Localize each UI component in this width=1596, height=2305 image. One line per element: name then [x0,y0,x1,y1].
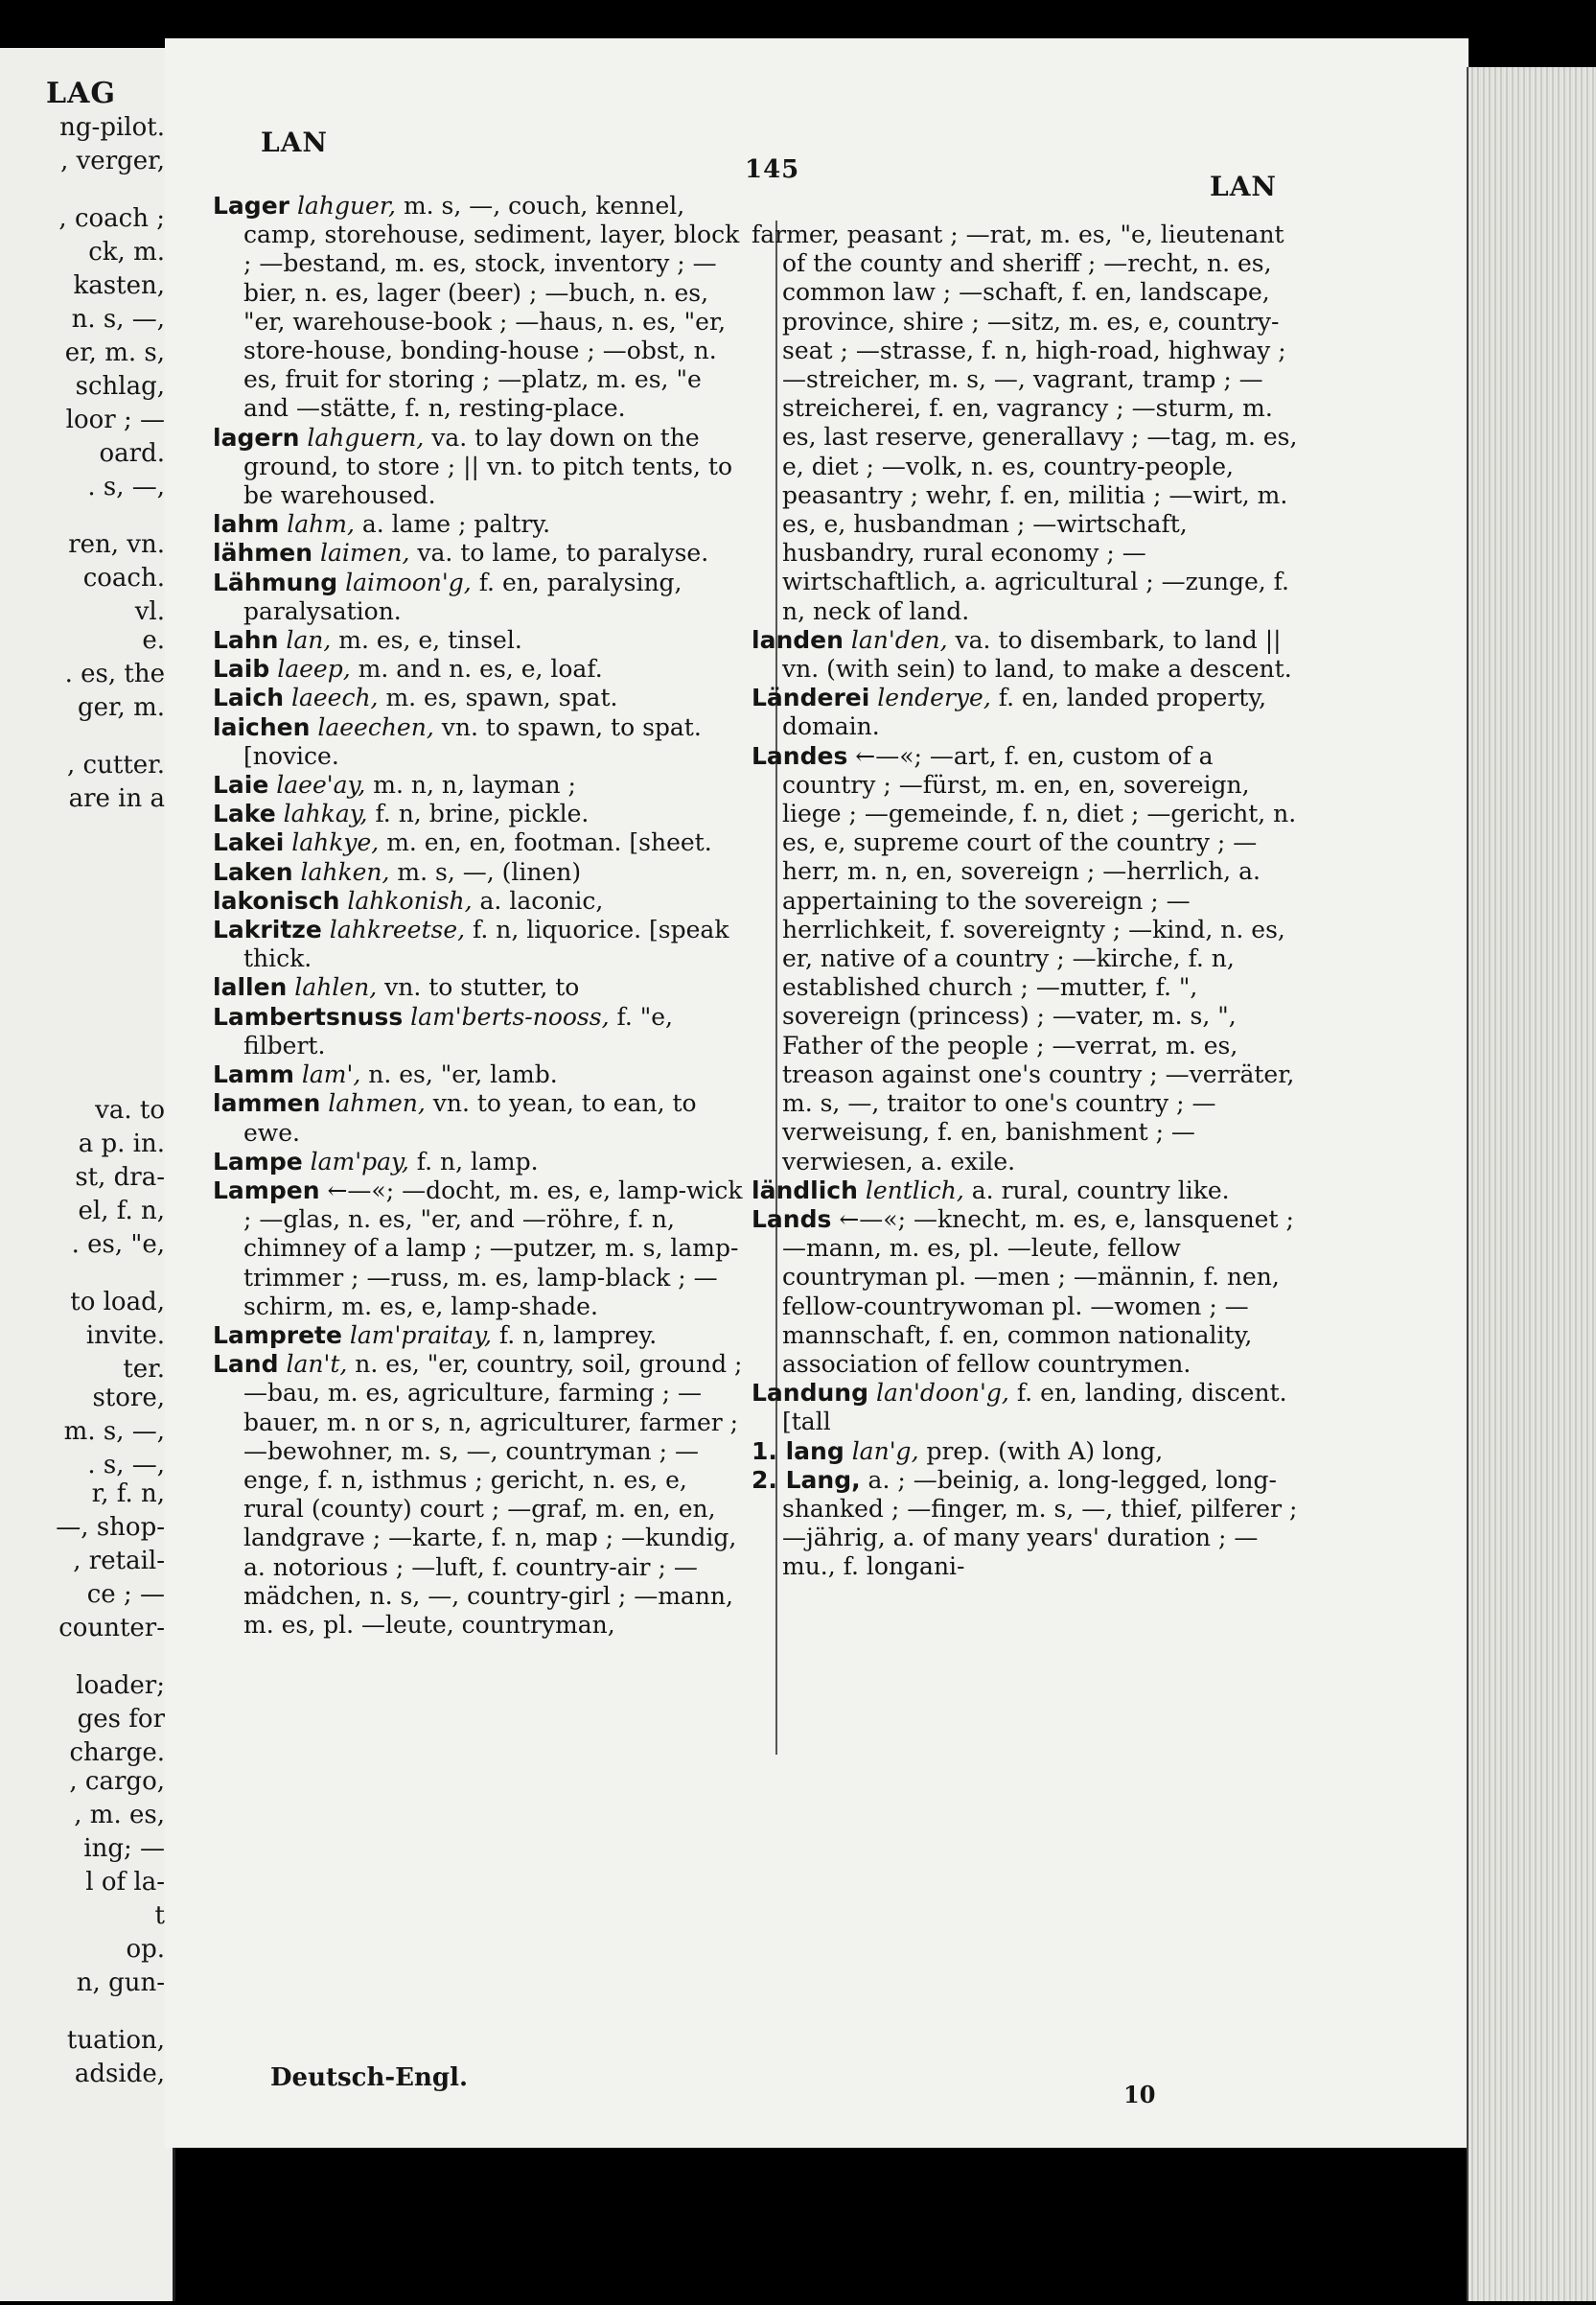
entry-pronunciation: lahmen, [328,1089,426,1118]
entry-definition: f. "e, filbert. [243,1002,673,1059]
entry-definition: f. n, liquorice. [speak thick. [243,916,729,973]
entry-definition: f. en, paralysing, paralysation. [243,568,682,625]
entry-definition: a. ; —beinig, a. long-legged, long-shanked ; —finger, m. s, —, thief, pilferer ; —jährig, a. of many years' duration ; —mu., f. longani- [782,1465,1298,1581]
entry-definition: f. n, lamp. [416,1147,539,1176]
dictionary-entry [213,771,750,800]
dictionary-entry [752,1379,1298,1436]
entry-headword: lähmen [213,539,313,568]
facing-page-fragment [0,48,175,2301]
facing-page-line: el, f. n, [78,1197,165,1225]
entry-headword: lahm [213,510,280,539]
facing-page-line: a p. in. [78,1129,165,1158]
facing-page-running-head: LAG [46,77,116,110]
dictionary-entry [213,569,750,626]
entry-definition: n. es, "er, lamb. [368,1060,558,1089]
entry-headword: Lamm [213,1060,294,1089]
entry-definition: ←—«; —art, f. en, custom of a country ; —fürst, m. en, en, sovereign, liege ; —gemeinde, f. n, diet ; —gericht, n. es, e, supreme court of the country ; —herr, m. n, en, sovereign ; —herrlich, a. appertaining to the sovereign ; —herrlichkeit, f. sovereignty ; —kind, n. es, er, native of a country ; —kirche, f. n, established church ; —mutter, f. ", sovereign (princess) ; —vater, m. s, ", Father of the people ; —verrat, m. es, treason against one's country ; —verräter, m. s, —, traitor to one's country ; —verweisung, f. en, banishment ; —verwiesen, a. exile. [782,741,1297,1176]
dictionary-entry [213,655,750,684]
entry-pronunciation: laee'ay, [276,771,366,800]
entry-headword: Lakei [213,828,285,857]
entry-definition: n. es, "er, country, soil, ground ; —bau, m. es, agriculture, farming ; —bauer, m. n or s, n, agriculturer, farmer ; —bewohner, m. s, —, countryman ; —enge, f. n, isthmus ; gericht, n. es, e, rural (county) court ; —graf, m. en, en, landgrave ; —karte, f. n, map ; —kundig, a. notorious ; —luft, f. country-air ; —mädchen, n. s, —, country-girl ; —mann, m. es, pl. —leute, countryman, [243,1350,743,1639]
facing-page-line: store, [92,1384,165,1412]
facing-page-line: er, m. s, [64,338,165,367]
entry-definition: m. es, e, tinsel. [338,626,522,655]
entry-definition: ←—«; —knecht, m. es, e, lansquenet ; —mann, m. es, pl. —leute, fellow countryman pl. —men ; —männin, f. nen, fellow-countrywoman pl. —women ; —mannschaft, f. en, common nationality, association of fellow countrymen. [782,1204,1294,1378]
facing-page-line: to load, [70,1288,165,1316]
entry-pronunciation: lentlich, [865,1176,964,1204]
entry-definition: f. en, landed property, domain. [782,684,1267,741]
entry-pronunciation: lam'praitay, [349,1320,492,1349]
entry-headword: Lager [213,192,289,220]
right-column [752,221,1298,1582]
facing-page-line: r, f. n, [91,1479,165,1508]
entry-pronunciation: lahguer, [296,192,396,220]
entry-pronunciation: lam'berts-nooss, [410,1002,610,1031]
facing-page-line: kasten, [73,271,165,300]
footer-signature-text: Deutsch-Engl. [270,2063,468,2092]
facing-page-line: , cutter. [67,751,165,780]
facing-page-line: n. s, —, [71,305,165,334]
entry-definition: f. n, lamprey. [498,1320,658,1349]
dictionary-entry [213,828,750,857]
dictionary-entry [213,973,750,1002]
facing-page-line: , m. es, [74,1801,165,1829]
dictionary-entry [213,1350,750,1640]
facing-page-line: . s, —, [87,1451,165,1479]
facing-page-line: schlag, [75,372,165,401]
entry-headword: Länderei [752,684,870,712]
dictionary-entry [213,800,750,828]
facing-page-line: adside, [74,2060,165,2088]
entry-pronunciation: laeech, [290,684,379,712]
entry-definition: m. s, —, couch, kennel, camp, storehouse, sediment, layer, block ; —bestand, m. es, stock, inventory ; —bier, n. es, lager (beer) ; —buch, n. es, "er, warehouse-book ; —haus, n. es, "er, store-house, bonding-house ; —obst, n. es, fruit for storing ; —platz, m. es, "e and —stätte, f. n, resting-place. [243,192,740,423]
entry-definition: m. n, n, layman ; [373,771,576,800]
entry-headword: Lands [752,1204,832,1233]
facing-page-line: ges for [77,1705,165,1734]
facing-page-line: , coach ; [58,204,165,233]
dictionary-entry [213,510,750,539]
entry-definition: farmer, peasant ; —rat, m. es, "e, lieutenant of the county and sheriff ; —recht, n. es, common law ; —schaft, f. en, landscape, province, shire ; —sitz, m. es, e, country-seat ; —strasse, f. n, high-road, highway ; —streicher, m. s, —, vagrant, tramp ; —streicherei, f. en, vagrancy ; —sturm, m. es, last reserve, generallavy ; —tag, m. es, e, diet ; —volk, n. es, country-people, peasantry ; wehr, f. en, militia ; —wirt, m. es, e, husbandman ; —wirtschaft, husbandry, rural economy ; —wirtschaftlich, a. agricultural ; —zunge, f. n, neck of land. [752,221,1298,625]
dictionary-entry [213,887,750,916]
facing-page-line: ng-pilot. [59,113,165,142]
entry-pronunciation: lan'den, [850,625,948,654]
facing-page-line: oard. [99,439,165,468]
entry-headword: lakonisch [213,886,340,915]
facing-page-line: t [154,1901,165,1930]
facing-page-line: ing; — [83,1834,165,1863]
entry-headword: Land [213,1350,279,1379]
dictionary-entry [752,1437,1298,1466]
entry-headword: lagern [213,423,300,452]
facing-page-line: ter. [123,1355,165,1384]
facing-page-line: l of la- [85,1868,165,1897]
entry-pronunciation: lam', [301,1060,361,1089]
dictionary-entry [213,1060,750,1089]
dictionary-entry [752,684,1298,741]
entry-headword: 1. lang [752,1436,844,1465]
facing-page-line: , verger, [60,147,165,175]
dictionary-entry [213,539,750,568]
facing-page-line: —, shop- [56,1513,165,1542]
entry-pronunciation: lahkye, [291,828,380,857]
facing-page-line: n, gun- [76,1968,165,1997]
facing-page-line: invite. [85,1321,165,1350]
facing-page-line: are in a [68,784,165,813]
facing-page-line: coach. [82,564,165,593]
entry-pronunciation: lan't, [286,1350,348,1379]
facing-page-line: . es, "e, [71,1230,165,1259]
entry-headword: Landung [752,1379,868,1408]
facing-page-line: tuation, [66,2026,165,2055]
facing-page-line: counter- [58,1614,165,1642]
entry-definition: m. and n. es, e, loaf. [358,655,603,684]
dictionary-entry [213,1148,750,1176]
entry-definition: ←—«; —docht, m. es, e, lamp-wick ; —glas, n. es, "er, and —röhre, f. n, chimney of a lamp ; —putzer, m. s, lamp-trimmer ; —russ, m. es, lamp-black ; —schirm, m. es, e, lamp-shade. [243,1176,743,1320]
entry-pronunciation: laeep, [277,655,351,684]
facing-page-line: , cargo, [69,1767,165,1796]
entry-definition: a. rural, country like. [971,1176,1230,1204]
facing-page-line: ren, vn. [68,530,165,559]
entry-definition: vn. to spawn, to spat. [novice. [243,712,702,770]
running-head-left: LAN [261,127,329,158]
entry-pronunciation: lahlen, [294,973,378,1002]
facing-page-line: m. s, —, [63,1417,165,1446]
entry-definition: va. to lay down on the ground, to store ; || vn. to pitch tents, to be warehoused. [243,423,732,510]
facing-page-line: charge. [69,1738,165,1767]
facing-page-line: . s, —, [87,473,165,501]
entry-pronunciation: laimoon'g, [345,568,472,596]
entry-headword: ländlich [752,1176,858,1204]
entry-pronunciation: lahken, [300,857,390,886]
dictionary-entry [213,1176,750,1321]
entry-pronunciation: lan'g, [851,1436,919,1465]
entry-definition: a. laconic, [479,886,604,915]
entry-pronunciation: lenderye, [877,684,991,712]
dictionary-entry [213,684,750,712]
entry-pronunciation: lan'doon'g, [875,1379,1009,1408]
facing-page-line: ger, m. [77,693,165,722]
facing-page-line: , retail- [73,1547,165,1575]
dictionary-entry [213,192,750,424]
entry-headword: Lahn [213,626,279,655]
dictionary-entry [213,713,750,771]
dictionary-entry [213,1321,750,1350]
facing-page-line: vl. [134,597,165,626]
entry-headword: Laich [213,684,284,712]
entry-pronunciation: lahguern, [307,423,425,452]
dictionary-entry [213,626,750,655]
entry-pronunciation: lahm, [287,510,355,539]
entry-definition: a. lame ; paltry. [361,510,551,539]
facing-page-line: loader; [76,1671,165,1700]
entry-headword: Lähmung [213,568,338,596]
entry-headword: Laie [213,771,269,800]
facing-page-line: op. [126,1935,165,1964]
dictionary-entry [752,1205,1298,1379]
entry-headword: landen [752,625,844,654]
entry-headword: Lampen [213,1176,320,1204]
entry-pronunciation: lahkreetse, [329,916,466,944]
dictionary-entry [752,742,1298,1176]
signature-number: 10 [1123,2081,1156,2108]
dictionary-entry [213,858,750,887]
dictionary-entry [213,916,750,973]
entry-headword: Lamprete [213,1320,342,1349]
dictionary-entry [752,1466,1298,1582]
dictionary-entry [213,424,750,511]
entry-definition: vn. to stutter, to [384,973,580,1002]
facing-page-line: . es, the [64,660,165,688]
entry-pronunciation: lan, [286,626,332,655]
facing-page-line: ck, m. [88,238,165,267]
page-number: 145 [745,155,800,184]
entry-pronunciation: laeechen, [317,712,434,741]
entry-headword: 2. Lang, [752,1465,861,1494]
entry-definition: va. to disembark, to land || vn. (with sein) to land, to make a descent. [782,625,1292,684]
entry-definition: vn. to yean, to ean, to ewe. [243,1089,697,1147]
entry-headword: Laken [213,857,293,886]
facing-page-line: e. [142,626,165,655]
entry-headword: Laib [213,655,270,684]
dictionary-entry [752,1176,1298,1205]
entry-headword: Lampe [213,1147,303,1176]
entry-headword: Lambertsnuss [213,1002,404,1031]
entry-definition: m. es, spawn, spat. [385,684,618,712]
entry-definition: m. en, en, footman. [sheet. [386,828,712,857]
dictionary-entry [213,1089,750,1147]
entry-headword: Lakritze [213,916,322,944]
entry-pronunciation: laimen, [320,539,410,568]
dictionary-entry [752,626,1298,684]
entry-definition: f. n, brine, pickle. [375,800,590,828]
entry-headword: Lake [213,800,276,828]
dictionary-entry [752,221,1298,626]
entry-pronunciation: lahkonish, [347,886,473,915]
book-page-edges [1467,67,1596,2301]
entry-definition: prep. (with A) long, [926,1436,1164,1465]
facing-page-line: va. to [95,1096,165,1125]
left-column [213,192,750,1640]
entry-headword: lammen [213,1089,321,1118]
entry-definition: va. to lame, to paralyse. [417,539,709,568]
dictionary-page [165,38,1469,2148]
entry-definition: m. s, —, (linen) [397,857,582,886]
facing-page-line: loor ; — [65,406,165,434]
facing-page-line: st, dra- [75,1163,165,1192]
entry-headword: laichen [213,712,311,741]
facing-page-line: ce ; — [86,1580,165,1609]
entry-headword: lallen [213,973,288,1002]
entry-headword: Landes [752,741,848,770]
running-head-right: LAN [1210,171,1278,202]
entry-pronunciation: lahkay, [283,800,368,828]
dictionary-entry [213,1003,750,1060]
entry-pronunciation: lam'pay, [310,1147,409,1176]
entry-definition: f. en, landing, discent. [tall [782,1379,1287,1436]
